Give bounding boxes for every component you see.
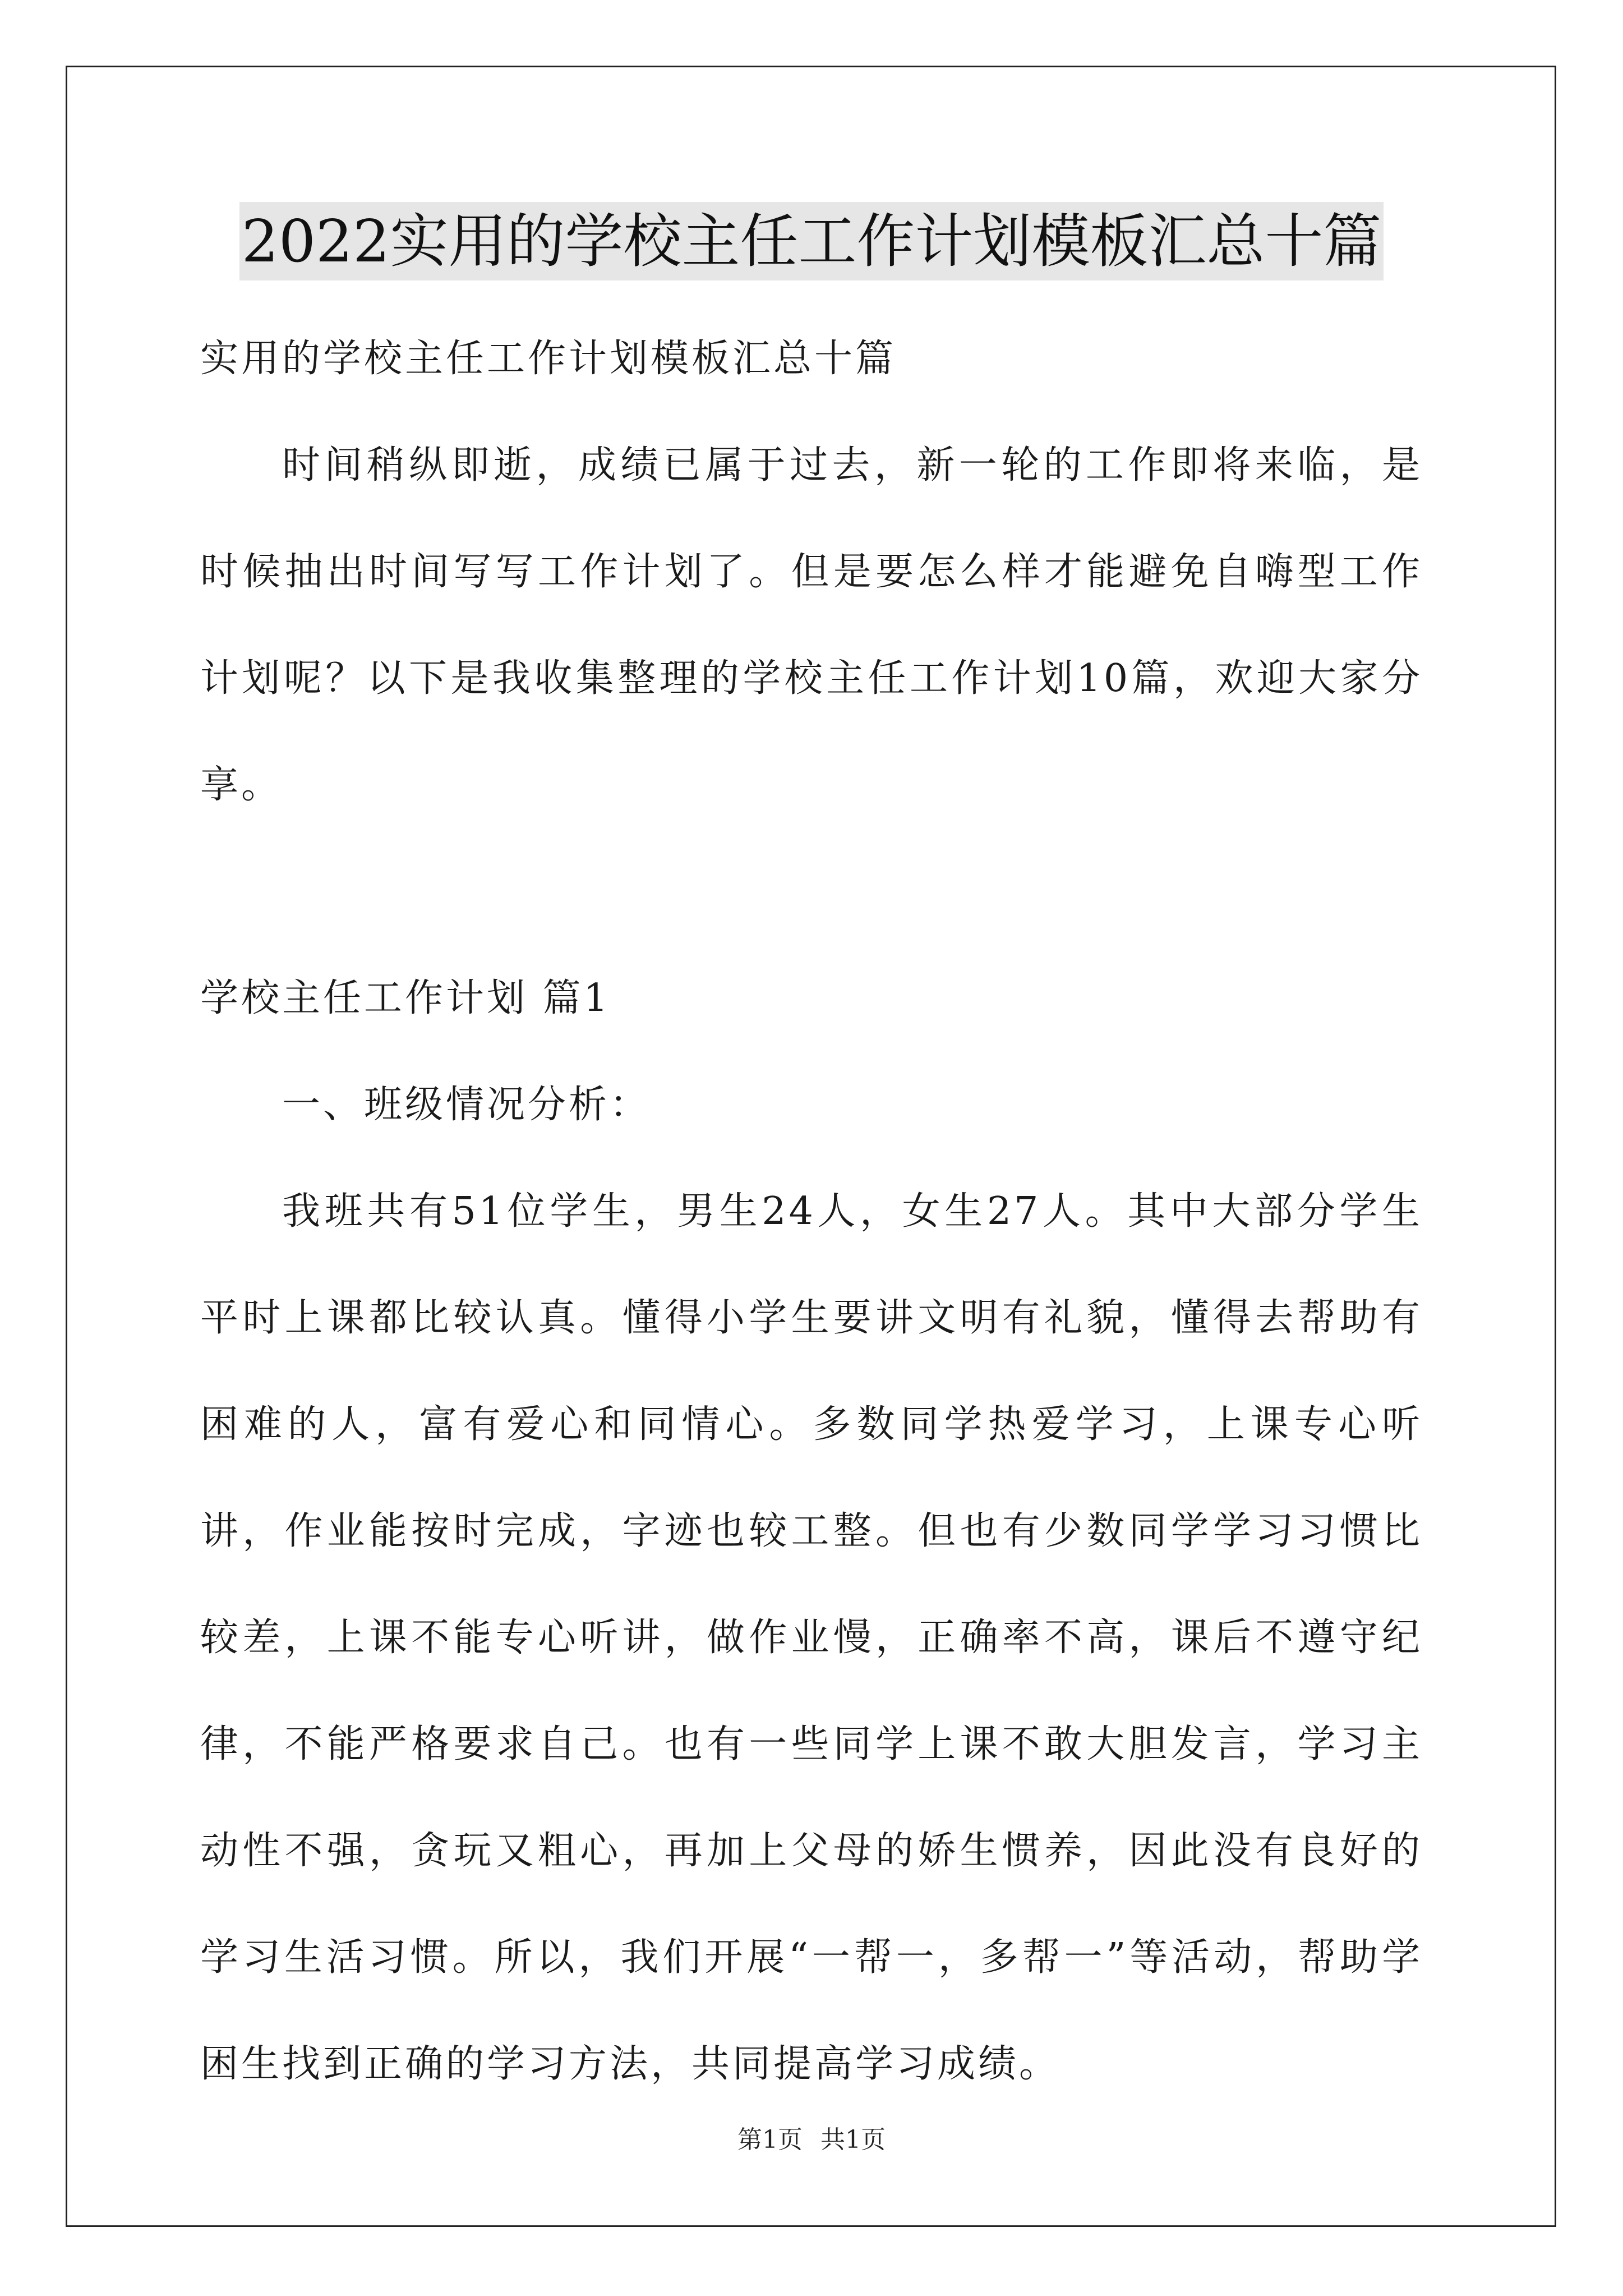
page-total: 共1页 (820, 2125, 886, 2154)
subtitle-paragraph: 实用的学校主任工作计划模板汇总十篇 (200, 337, 897, 381)
section-heading: 学校主任工作计划 篇1 (200, 976, 611, 1020)
paragraph-spacer (200, 839, 1423, 945)
document-title: 2022实用的学校主任工作计划模板汇总十篇 (239, 202, 1384, 280)
body-paragraph: 我班共有51位学生，男生24人，女生27人。其中大部分学生平时上课都比较认真。懂得小学生要讲文明有礼貌，懂得去帮助有困难的人，富有爱心和同情心。多数同学热爱学习，上课专心听讲，作业能按时完成，字迹也较工整。但也有少数同学学习习惯比较差，上课不能专心听讲，做作业慢，正确率不高，课后不遵守纪律，不能严格要求自己。也有一些同学上课不敢大胆发言，学习主动性不强，贪玩又粗心，再加上父母的娇生惯养，因此没有良好的学习生活习惯。所以，我们开展“一帮一，多帮一”等活动，帮助学困生找到正确的学习方法，共同提高学习成绩。 (200, 1189, 1423, 2086)
sub-heading: 一、班级情况分析： (282, 1083, 651, 1127)
page-footer (0, 2123, 1623, 2157)
intro-paragraph: 时间稍纵即逝，成绩已属于过去，新一轮的工作即将来临，是时候抽出时间写写工作计划了。但是要怎么样才能避免自嗨型工作计划呢？以下是我收集整理的学校主任工作计划10篇，欢迎大家分享。 (200, 443, 1423, 807)
document-body (200, 306, 1423, 2118)
page-number: 第1页 (737, 2125, 803, 2154)
title-container (0, 202, 1623, 280)
